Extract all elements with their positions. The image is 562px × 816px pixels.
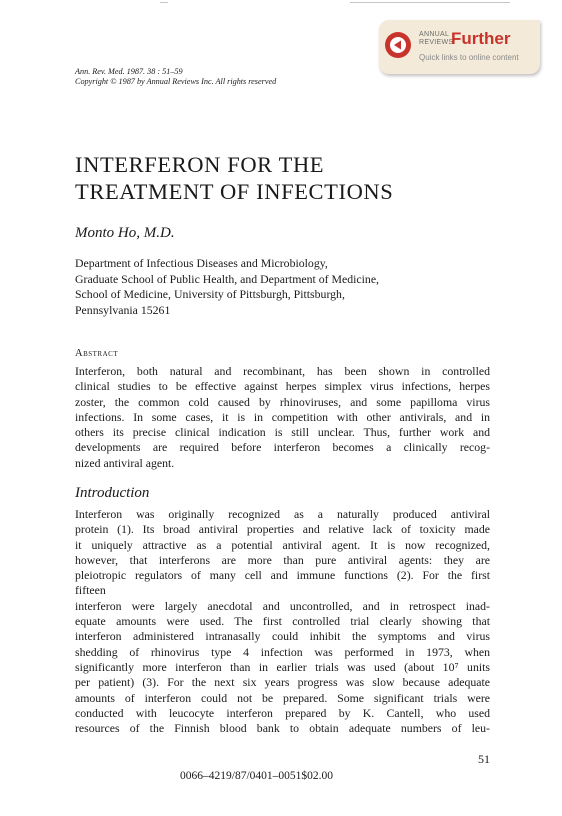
- intro-line: interferon were largely anecdotal and uncontrolled, and in retrospect inad-: [75, 598, 490, 613]
- intro-line: however, that interferons are more than pure antiviral agents: they are: [75, 552, 490, 567]
- intro-line: fifteen: [75, 583, 106, 598]
- abstract-line: nized antiviral agent.: [75, 455, 175, 470]
- top-rule-right: [350, 2, 510, 3]
- intro-line: significantly more interferon than in earlier trials was used (about 10⁷ units: [75, 659, 490, 674]
- intro-line: it uniquely attractive as a potential antiviral agent. It is now recognized,: [75, 537, 490, 552]
- badge-line2: REVIEWS: [419, 39, 454, 46]
- badge-line1: ANNUAL: [419, 31, 450, 38]
- abstract-line: others its precise clinical indication is still unclear. Thus, further work and: [75, 425, 490, 440]
- abstract-line: clinical studies to be effective against herpes simplex virus infections, herpes: [75, 379, 490, 394]
- article-title: [75, 151, 393, 205]
- introduction-body: [75, 507, 490, 736]
- title-line-2: TREATMENT OF INFECTIONS: [75, 179, 394, 204]
- intro-line: per patient) (3). For the next six years progress was slow because adequate: [75, 675, 490, 690]
- affiliation: [75, 256, 379, 318]
- author: Monto Ho, M.D.: [75, 225, 175, 241]
- journal-info: [75, 67, 276, 87]
- journal-citation: Ann. Rev. Med. 1987. 38 : 51–59: [75, 67, 183, 76]
- abstract-heading: Abstract: [75, 348, 119, 359]
- intro-line: conducted with leucocyte interferon prepared by K. Cantell, who used: [75, 705, 490, 720]
- abstract-line: zoster, the common cold caused by rhinoviruses, and some papilloma virus: [75, 394, 490, 409]
- intro-line: pleiotropic regulators of many cell and immune functions (2). For the first: [75, 568, 490, 583]
- affiliation-line: Graduate School of Public Health, and Department of Medicine,: [75, 271, 380, 286]
- introduction-heading: Introduction: [75, 485, 150, 501]
- affiliation-line: Pennsylvania 15261: [75, 302, 171, 317]
- badge-subtitle: Quick links to online content: [419, 53, 519, 62]
- abstract-line: developments are required before interferon becomes a clinically recog-: [75, 440, 490, 455]
- badge-brand: Further: [451, 29, 511, 48]
- intro-line: amounts of interferon could not be prepared. Some significant trials were: [75, 690, 490, 705]
- page-number: 51: [478, 752, 490, 766]
- intro-line: protein (1). Its broad antiviral properties and relative lack of toxicity made: [75, 522, 490, 537]
- abstract-line: infections. In some cases, it is in competition with other antivirals, and in: [75, 409, 490, 424]
- top-rule-left: [160, 2, 168, 3]
- affiliation-line: Department of Infectious Diseases and Microbiology,: [75, 256, 328, 270]
- intro-line: resources of the Finnish blood bank to obtain adequate numbers of leu-: [75, 721, 490, 736]
- intro-line: equate amounts were used. The first controlled trial clearly showing that: [75, 614, 490, 629]
- intro-line: Interferon was originally recognized as a naturally produced antiviral: [75, 507, 490, 521]
- title-line-1: INTERFERON FOR THE: [75, 152, 325, 177]
- arrow-left-icon: [385, 32, 411, 58]
- intro-line: interferon administered intranasally could inhibit the symptoms and virus: [75, 629, 490, 644]
- abstract-body: [75, 364, 490, 471]
- article-code: 0066–4219/87/0401–0051$02.00: [180, 770, 334, 782]
- abstract-line: Interferon, both natural and recombinant, has been shown in controlled: [75, 364, 490, 378]
- intro-line: shedding of rhinovirus type 4 infection was performed in 1973, when: [75, 644, 490, 659]
- affiliation-line: School of Medicine, University of Pittsburgh, Pittsburgh,: [75, 287, 345, 301]
- further-badge[interactable]: [379, 20, 540, 74]
- journal-copyright: Copyright © 1987 by Annual Reviews Inc. All rights reserved: [75, 77, 277, 86]
